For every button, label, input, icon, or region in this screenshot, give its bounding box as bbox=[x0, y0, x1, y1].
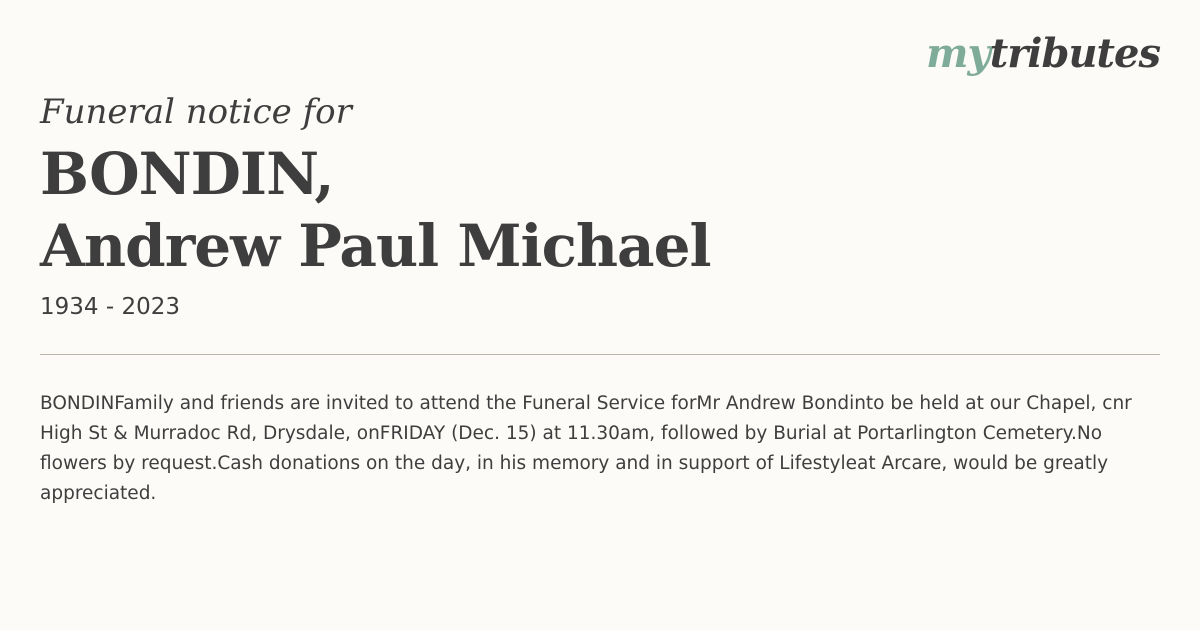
logo-suffix: tributes bbox=[989, 30, 1160, 77]
logo-prefix: my bbox=[926, 30, 990, 77]
deceased-given-names: Andrew Paul Michael bbox=[40, 212, 711, 280]
mytributes-logo[interactable] bbox=[926, 30, 1160, 77]
section-divider bbox=[40, 354, 1160, 355]
deceased-surname: BONDIN, bbox=[40, 140, 334, 208]
deceased-name bbox=[40, 138, 711, 282]
notice-body-text: BONDINFamily and friends are invited to attend the Funeral Service forMr Andrew Bondinto be held at our Chapel, cnr High St & Murradoc Rd, Drysdale, onFRIDAY (Dec. 15) at 11.30am, followed by Burial at Portarlington Cemetery.No flowers by request.Cash donations on the day, in his memory and in support of Lifestyleat Arcare, would be greatly appreciated. bbox=[40, 393, 1132, 504]
notice-intro-heading: Funeral notice for bbox=[40, 92, 352, 132]
life-years: 1934 - 2023 bbox=[40, 294, 180, 320]
